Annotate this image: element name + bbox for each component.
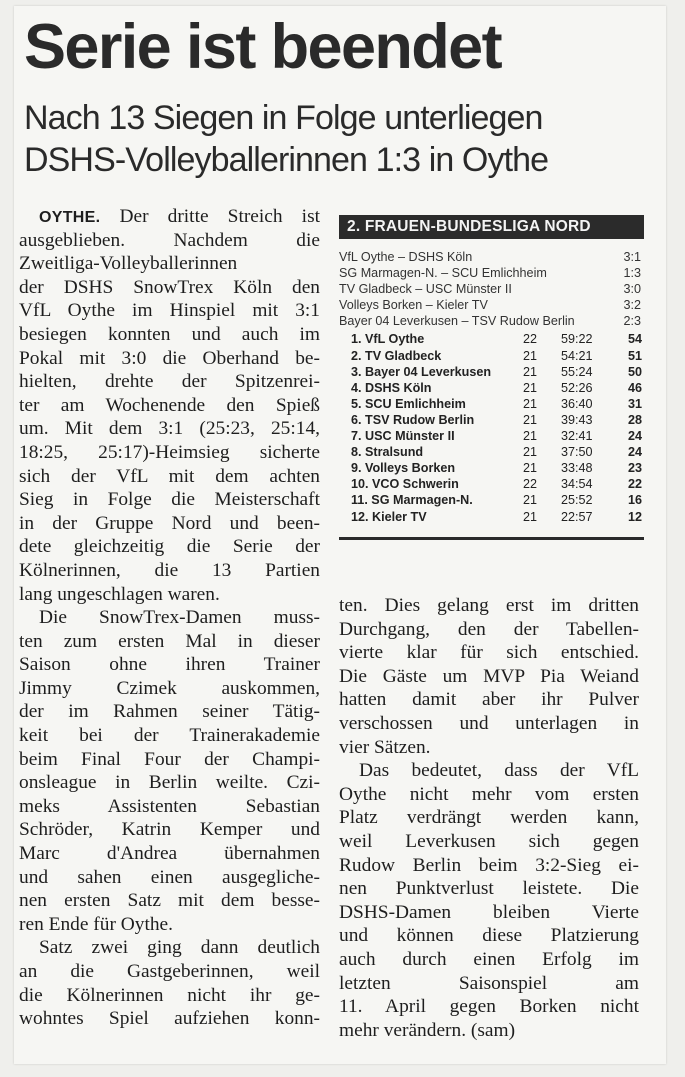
subheadline-line: DSHS-Volleyballerinnen 1:3 in Oythe	[24, 141, 549, 179]
standings-points: 16	[627, 493, 642, 508]
standings-team: 12. Kieler TV	[351, 509, 427, 524]
match-results	[339, 249, 644, 329]
standings-team: 5. SCU Emlichheim	[351, 396, 466, 411]
standings-points: 12	[627, 509, 642, 524]
article-line: Sieg in Folge die Meisterschaft	[19, 489, 320, 511]
standings-row	[339, 476, 644, 492]
standings-games: 21	[523, 493, 538, 508]
article-line: Jimmy Czimek auskommen,	[19, 677, 320, 699]
article-line: 18:25, 25:17)-Heimsieg sicherte	[19, 441, 320, 463]
standings-points: 51	[627, 348, 642, 363]
standings-games: 21	[523, 396, 538, 411]
article-line: auch durch einen Erfolg im	[339, 948, 639, 970]
article-column-1	[19, 205, 320, 1031]
standings-team: 6. TSV Rudow Berlin	[351, 412, 475, 427]
article-line: Rudow Berlin beim 3:2-Sieg ei-	[339, 854, 639, 876]
standings-points: 23	[627, 461, 642, 476]
article-line: Zweitliga-Volleyballerinnen	[19, 253, 238, 275]
standings-row	[339, 428, 644, 444]
article-line: vierte klar für sich entschied.	[339, 642, 639, 664]
article-line: VfL Oythe im Hinspiel mit 3:1	[19, 300, 320, 322]
article-line: besiegen konnten und auch im	[19, 323, 320, 345]
standings-sets: 37:50	[561, 445, 593, 460]
article-line: Kölnerinnen, die 13 Partien	[19, 559, 320, 581]
result-row	[339, 265, 644, 281]
article-line: beim Final Four der Champi-	[19, 748, 320, 770]
result-match: SG Marmagen-N. – SCU Emlichheim	[339, 266, 547, 281]
article-line: hatten damit aber ihr Pulver	[339, 689, 639, 711]
subheadline	[24, 97, 664, 181]
article-line: der DSHS SnowTrex Köln den	[19, 276, 320, 298]
article-column-2	[339, 594, 639, 1042]
standings-points: 46	[627, 380, 642, 395]
article-line: hielten, drehte der Spitzenrei-	[19, 371, 320, 393]
standings-row	[339, 412, 644, 428]
article-line: wohntes Spiel aufziehen konn-	[19, 1008, 320, 1030]
article-line: ter am Wochenende den Spieß	[19, 394, 320, 416]
standings-games: 21	[523, 364, 538, 379]
article-line: verschossen und unterlagen in	[339, 712, 639, 734]
article-line: Schröder, Katrin Kemper und	[19, 819, 320, 841]
article-line: um. Mit dem 3:1 (25:23, 25:14,	[19, 418, 320, 440]
article-line: Platz verdrängt werden kann,	[339, 807, 639, 829]
article-line: lang ungeschlagen waren.	[19, 583, 220, 605]
standings-games: 21	[523, 348, 538, 363]
standings-sets: 34:54	[561, 477, 593, 492]
article-line: weil Leverkusen sich gegen	[339, 830, 639, 852]
article-line: Die Gäste um MVP Pia Weiand	[339, 665, 639, 687]
standings-sets: 54:21	[561, 348, 593, 363]
article-line: Das bedeutet, dass der VfL	[359, 760, 639, 782]
standings-team: 9. Volleys Borken	[351, 461, 456, 476]
standings-points: 31	[627, 396, 642, 411]
standings-row	[339, 492, 644, 508]
article-line: Saison ohne ihren Trainer	[19, 654, 320, 676]
article-line: nen ersten Satz mit dem besse-	[19, 890, 320, 912]
article-line	[19, 205, 320, 229]
article-line: nen Punktverlust leistete. Die	[339, 878, 639, 900]
article-line: Marc d'Andrea übernahmen	[19, 843, 320, 865]
article-line: und sahen einen ausgegliche-	[19, 866, 320, 888]
result-score: 3:2	[623, 298, 641, 313]
article-line: letzten Saisonspiel am	[339, 972, 639, 994]
article-line: DSHS-Damen bleiben Vierte	[339, 901, 639, 923]
result-score: 3:0	[623, 282, 641, 297]
standings-sets: 32:41	[561, 429, 593, 444]
standings-sets: 59:22	[561, 332, 593, 347]
standings-points: 50	[627, 364, 642, 379]
article-line: Durchgang, den der Tabellen-	[339, 618, 639, 640]
article-line: mehr verändern. (sam)	[339, 1019, 516, 1041]
article-line: der im Rahmen seiner Tätig-	[19, 701, 320, 723]
standings-team: 2. TV Gladbeck	[351, 348, 442, 363]
result-score: 3:1	[623, 250, 641, 264]
league-table	[339, 215, 644, 540]
standings-row	[339, 380, 644, 396]
result-row	[339, 297, 644, 313]
standings	[339, 331, 644, 524]
article-line: ten. Dies gelang erst im dritten	[339, 595, 639, 616]
table-divider	[339, 537, 644, 540]
standings-team: 3. Bayer 04 Leverkusen	[351, 364, 492, 379]
article-line: in der Gruppe Nord und been-	[19, 512, 320, 534]
result-row	[339, 249, 644, 265]
result-match: TV Gladbeck – USC Münster II	[339, 282, 512, 297]
article-line: Satz zwei ging dann deutlich	[39, 937, 320, 959]
standings-team: 8. Stralsund	[351, 445, 424, 460]
standings-games: 21	[523, 412, 538, 427]
standings-points: 54	[627, 332, 642, 347]
article-line: und können diese Platzierung	[339, 925, 639, 947]
article-line: die Kölnerinnen nicht ihr ge-	[19, 984, 320, 1006]
standings-games: 21	[523, 461, 538, 476]
standings-points: 24	[627, 429, 642, 444]
standings-sets: 36:40	[561, 396, 593, 411]
standings-points: 28	[627, 412, 642, 427]
standings-sets: 55:24	[561, 364, 593, 379]
article-line: Oythe nicht mehr vom ersten	[339, 783, 639, 805]
standings-team: 10. VCO Schwerin	[351, 477, 459, 492]
standings-games: 21	[523, 509, 538, 524]
standings-games: 22	[523, 332, 538, 347]
result-score: 2:3	[623, 314, 641, 329]
article-line: vier Sätzen.	[339, 736, 431, 758]
standings-points: 24	[627, 445, 642, 460]
result-match: VfL Oythe – DSHS Köln	[339, 250, 473, 264]
article-line: 11. April gegen Borken nicht	[339, 996, 639, 1018]
subheadline-line: Nach 13 Siegen in Folge unterliegen	[24, 99, 543, 137]
article-line: ten zum ersten Mal in dieser	[19, 630, 320, 652]
result-match: Volleys Borken – Kieler TV	[339, 298, 488, 313]
article-line: ausgeblieben. Nachdem die	[19, 229, 320, 251]
standings-team: 1. VfL Oythe	[351, 332, 425, 347]
league-table-title: 2. FRAUEN-BUNDESLIGA NORD	[339, 215, 644, 239]
standings-row	[339, 348, 644, 364]
article-line: Die SnowTrex-Damen muss-	[39, 607, 320, 629]
standings-sets: 22:57	[561, 509, 593, 524]
standings-sets: 25:52	[561, 493, 593, 508]
headline: Serie ist beendet	[24, 12, 501, 82]
standings-games: 21	[523, 445, 538, 460]
standings-games: 21	[523, 429, 538, 444]
article-line: onsleague in Berlin weilte. Czi-	[19, 772, 320, 794]
article-line: ren Ende für Oythe.	[19, 913, 173, 935]
standings-row	[339, 444, 644, 460]
standings-team: 4. DSHS Köln	[351, 380, 432, 395]
standings-row	[339, 331, 644, 347]
standings-games: 22	[523, 477, 538, 492]
article-line: an die Gastgeberinnen, weil	[19, 961, 320, 982]
standings-sets: 39:43	[561, 412, 593, 427]
article-line: sich der VfL mit dem achten	[19, 465, 320, 487]
standings-row	[339, 460, 644, 476]
standings-row	[339, 396, 644, 412]
result-score: 1:3	[623, 266, 641, 281]
dateline: OYTHE.	[39, 209, 101, 226]
standings-sets: 52:26	[561, 380, 593, 395]
standings-row	[339, 509, 644, 525]
standings-team: 7. USC Münster II	[351, 429, 455, 444]
article-line: meks Assistenten Sebastian	[19, 795, 320, 817]
article-line-text: Der dritte Streich ist	[100, 206, 320, 227]
result-row	[339, 313, 644, 329]
standings-team: 11. SG Marmagen-N.	[351, 493, 473, 508]
standings-points: 22	[627, 477, 642, 492]
standings-sets: 33:48	[561, 461, 593, 476]
standings-games: 21	[523, 380, 538, 395]
article-line: Pokal mit 3:0 die Oberhand be-	[19, 347, 320, 369]
article-line: dete gleichzeitig die Serie der	[19, 536, 320, 558]
result-row	[339, 281, 644, 297]
article-line: keit bei der Trainerakademie	[19, 725, 320, 747]
result-match: Bayer 04 Leverkusen – TSV Rudow Berlin	[339, 314, 575, 329]
standings-row	[339, 364, 644, 380]
